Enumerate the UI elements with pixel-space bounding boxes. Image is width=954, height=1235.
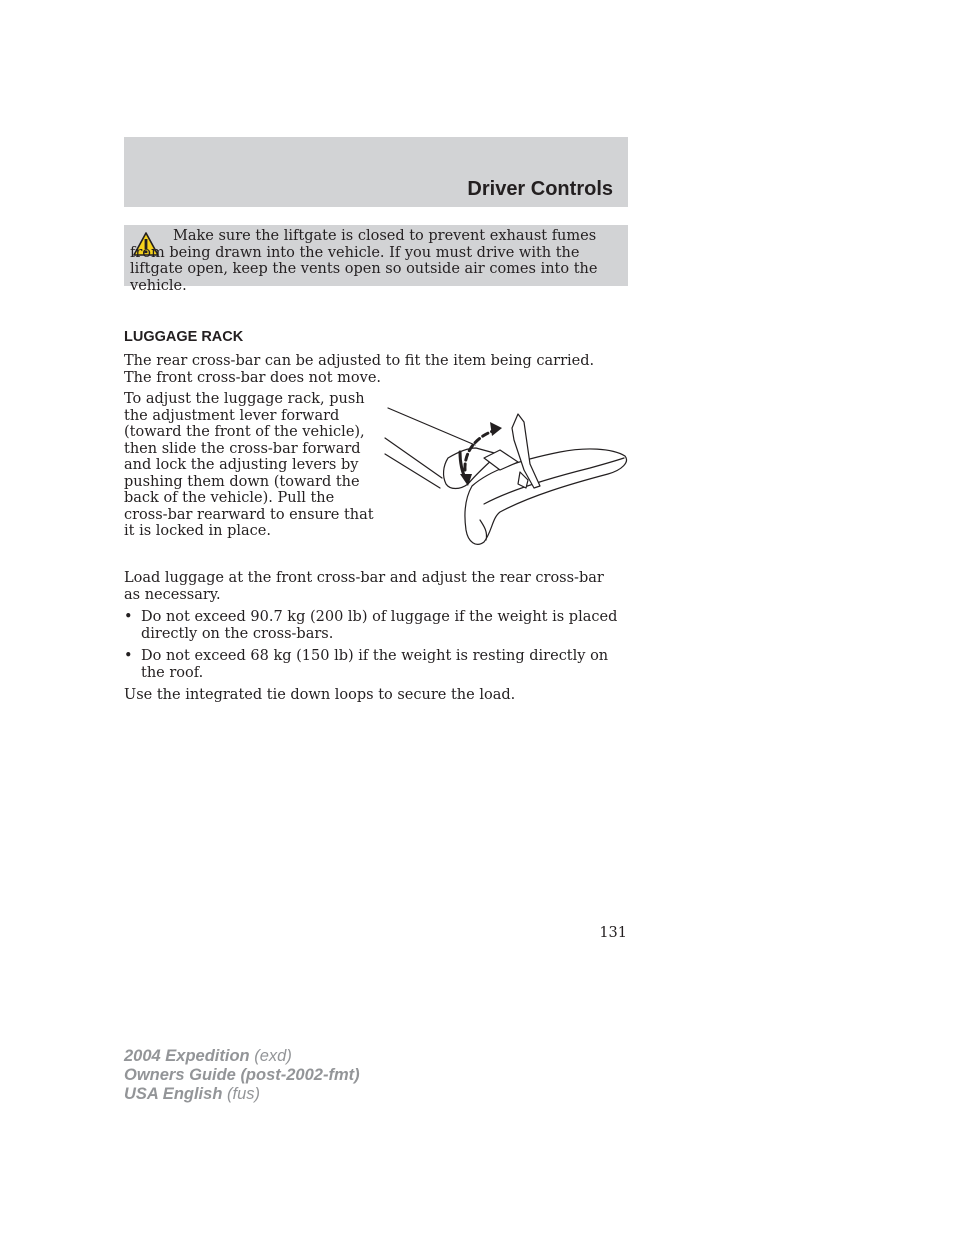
bullet-mark: •	[124, 609, 133, 625]
bullet-text: Do not exceed 68 kg (150 lb) if the weight is resting directly on the roof.	[141, 648, 609, 681]
footer-model-code: (exd)	[249, 1047, 292, 1065]
footer-language: USA English	[124, 1085, 223, 1103]
header-band	[124, 137, 628, 207]
paragraph-cross-bar: The rear cross-bar can be adjusted to fit the item being carried. The front cross-bar does not move.	[124, 353, 595, 386]
list-item	[124, 648, 624, 681]
page-title: Driver Controls	[467, 178, 613, 200]
warning-box	[124, 225, 628, 294]
warning-text: Make sure the liftgate is closed to prevent exhaust fumes from being drawn into the vehicle. If you must drive with the liftgate open, keep the vents open so outside air comes into the vehicle.	[130, 228, 598, 294]
footer-line-language	[124, 1085, 360, 1104]
footer-line-guide	[124, 1066, 360, 1085]
paragraph-tie-down: Use the integrated tie down loops to secure the load.	[124, 687, 516, 703]
page-number: 131	[599, 925, 627, 941]
footer	[124, 1047, 360, 1104]
bullet-text: Do not exceed 90.7 kg (200 lb) of luggage if the weight is placed directly on the cross-bars.	[141, 609, 618, 642]
footer-model: 2004 Expedition	[124, 1047, 250, 1065]
bullet-mark: •	[124, 648, 133, 664]
footer-guide: Owners Guide (post-2002-fmt)	[124, 1066, 360, 1084]
paragraph-adjust-instructions: To adjust the luggage rack, push the adjustment lever forward (toward the front of the vehicle), then slide the cross-bar forward and lock the adjusting levers by pushing them down (toward the back of the vehicle). Pull the cross-bar rearward to ensure that it is locked in place.	[124, 391, 374, 539]
luggage-rack-illustration	[380, 400, 630, 550]
paragraph-load-luggage: Load luggage at the front cross-bar and adjust the rear cross-bar as necessary.	[124, 570, 604, 603]
list-item	[124, 609, 624, 642]
weight-limits-list	[124, 609, 624, 687]
section-heading: LUGGAGE RACK	[124, 329, 244, 345]
footer-language-code: (fus)	[222, 1085, 260, 1103]
footer-line-model	[124, 1047, 360, 1066]
